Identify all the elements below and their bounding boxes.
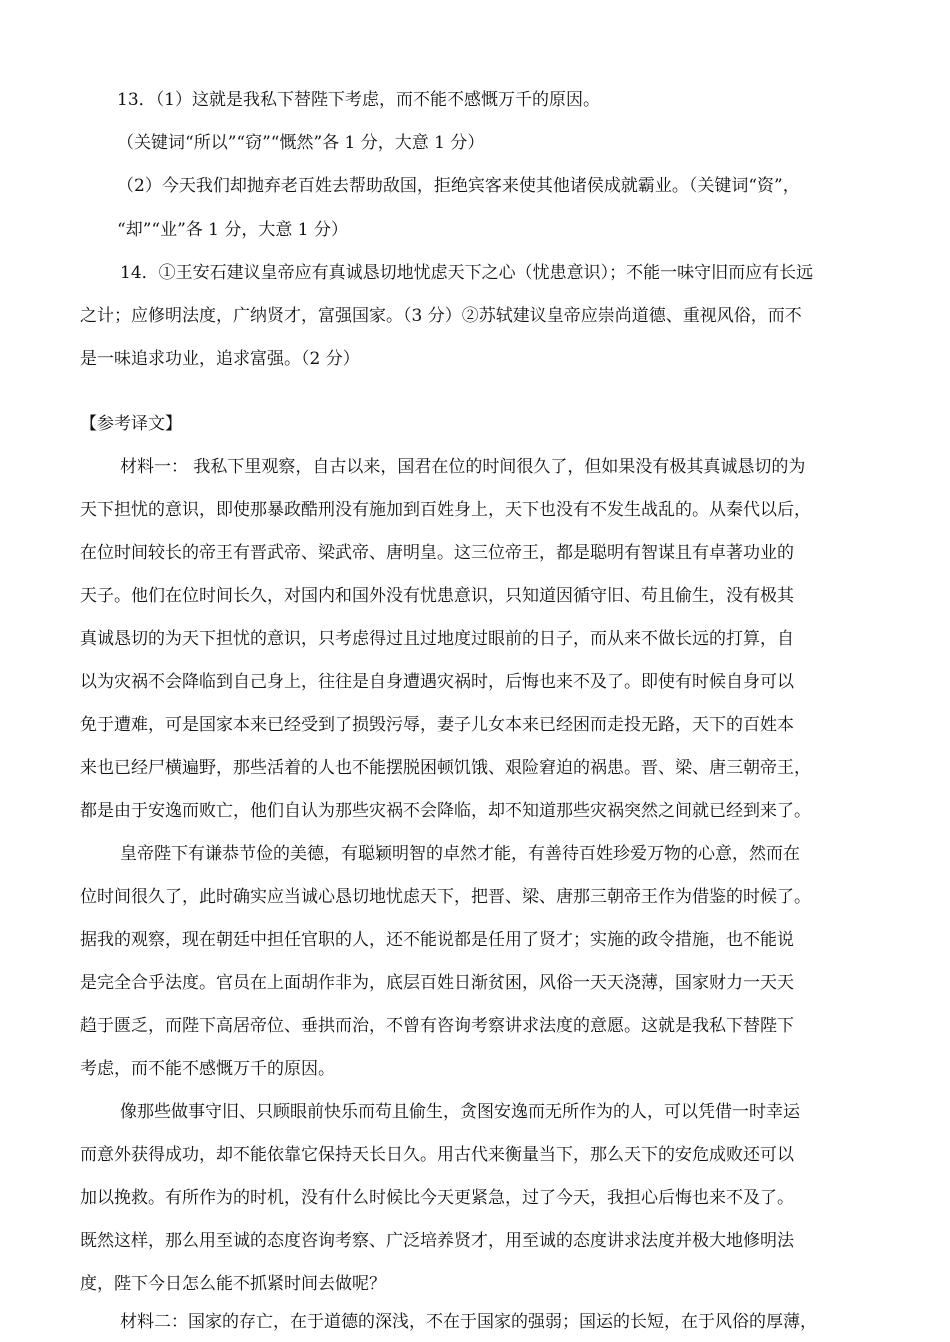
- translation-line: 来也已经尸横遍野，那些活着的人也不能摆脱困顿饥饿、艰险窘迫的祸患。晋、梁、唐三朝帝王，: [80, 758, 811, 778]
- translation-line: 皇帝陛下有谦恭节俭的美德，有聪颖明智的卓然才能，有善待百姓珍爱万物的心意，然而在: [120, 844, 800, 864]
- translation-line: 免于遭难，可是国家本来已经受到了损毁污辱，妻子儿女本来已经困而走投无路，天下的百姓本: [80, 715, 794, 735]
- answer-13-part1: 13．（1）这就是我私下替陛下考虑，而不能不感慨万千的原因。: [117, 90, 600, 110]
- translation-line: 加以挽救。有所作为的时机，没有什么时候比今天更紧急，过了今天，我担心后悔也来不及了。: [80, 1188, 794, 1208]
- translation-line: 度，陛下今日怎么能不抓紧时间去做呢？: [80, 1274, 386, 1294]
- translation-line: 在位时间较长的帝王有晋武帝、梁武帝、唐明皇。这三位帝王，都是聪明有智谋且有卓著功业的: [80, 543, 794, 563]
- translation-line: 既然这样，那么用至诚的态度咨询考察、广泛培养贤才，用至诚的态度讲求法度并极大地修明法: [80, 1231, 794, 1251]
- answer-13-part2-line1: （2）今天我们却抛弃老百姓去帮助敌国，拒绝宾客来使其他诸侯成就霸业。（关键词“资”，: [117, 176, 800, 196]
- translation-line: 天子。他们在位时间长久，对国内和国外没有忧患意识，只知道因循守旧、苟且偷生，没有极其: [80, 586, 794, 606]
- answer-13-part2-line2: “却”“业”各 1 分，大意 1 分）: [117, 220, 349, 240]
- answer-14-line2: 之计；应修明法度，广纳贤才，富强国家。（3 分）②苏轼建议皇帝应崇尚道德、重视风俗，而不: [80, 306, 802, 326]
- translation-heading: 【参考译文】: [80, 414, 182, 434]
- translation-line: 考虑，而不能不感慨万千的原因。: [80, 1059, 335, 1079]
- answer-14-line1: 14．①王安石建议皇帝应有真诚恳切地忧虑天下之心（忧患意识）；不能一味守旧而应有长远: [120, 263, 814, 283]
- translation-line: 都是由于安逸而败亡，他们自认为那些灾祸不会降临，却不知道那些灾祸突然之间就已经到来了。: [80, 801, 811, 821]
- translation-line: 趋于匮乏，而陛下高居帝位、垂拱而治，不曾有咨询考察讲求法度的意愿。这就是我私下替陛下: [80, 1016, 794, 1036]
- translation-line: 据我的观察，现在朝廷中担任官职的人，还不能说都是任用了贤才；实施的政令措施，也不能说: [80, 930, 794, 950]
- answer-13-part1-scoring: （关键词“所以”“窃”“慨然”各 1 分，大意 1 分）: [117, 133, 485, 153]
- translation-line: 天下担忧的意识，即使那暴政酷刑没有施加到百姓身上，天下也没有不发生战乱的。从秦代以后，: [80, 500, 811, 520]
- translation-line: 材料一： 我私下里观察，自古以来，国君在位的时间很久了，但如果没有极其真诚恳切的为: [120, 457, 806, 477]
- translation-line: 以为灾祸不会降临到自己身上，往往是自身遭遇灾祸时，后悔也来不及了。即使有时候自身可以: [80, 672, 794, 692]
- translation-line: 而意外获得成功，却不能依靠它保持天长日久。用古代来衡量当下，那么天下的安危成败还可以: [80, 1145, 794, 1165]
- translation-line: 像那些做事守旧、只顾眼前快乐而苟且偷生，贪图安逸而无所作为的人，可以凭借一时幸运: [120, 1102, 800, 1122]
- translation-line: 材料二：国家的存亡，在于道德的深浅，不在于国家的强弱；国运的长短，在于风俗的厚薄，: [120, 1312, 817, 1332]
- answer-14-line3: 是一味追求功业，追求富强。（2 分）: [80, 349, 360, 369]
- translation-line: 真诚恳切的为天下担忧的意识，只考虑得过且过地度过眼前的日子，而从来不做长远的打算，自: [80, 629, 794, 649]
- translation-line: 位时间很久了，此时确实应当诚心恳切地忧虑天下，把晋、梁、唐那三朝帝王作为借鉴的时候了。: [80, 887, 811, 907]
- translation-line: 是完全合乎法度。官员在上面胡作非为，底层百姓日渐贫困，风俗一天天浇薄，国家财力一天天: [80, 973, 794, 993]
